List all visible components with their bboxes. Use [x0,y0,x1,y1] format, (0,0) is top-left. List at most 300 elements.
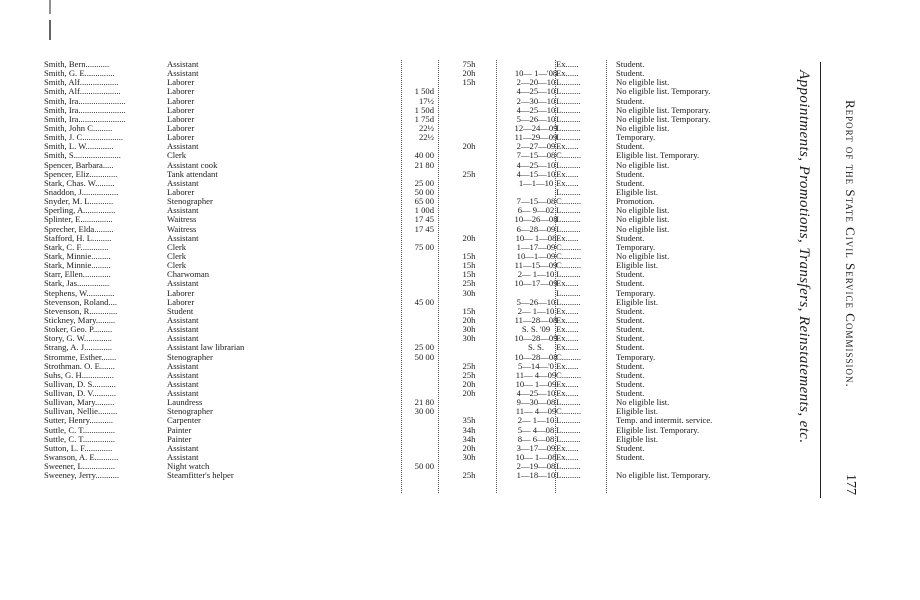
ledger-cell-date: 20h [462,69,476,79]
ledger-cell-term: 4—25—10 [516,160,556,170]
ledger-row [44,142,784,151]
ledger-cell-remarks: Temporary. [616,352,656,362]
ledger-cell-salary: 1 00d [414,206,434,216]
ledger-row [44,426,784,435]
report-title: Report of the State Civil Service Commission. [843,100,858,388]
ledger-cell-salary: 17½ [418,96,434,106]
ledger-cell-remarks: Student. [616,69,645,79]
ledger-cell-kind: C......... [556,242,582,252]
ledger-cell-term: 2—27—09 [516,142,556,152]
ledger-cell-kind: L......... [556,123,581,133]
ledger-cell-term: 10—28—09 [514,334,558,344]
ledger-cell-kind: Ex...... [556,178,579,188]
ledger-cell-position: Assistant [167,142,199,152]
ledger-cell-kind: Ex...... [556,69,579,79]
ledger-row [44,151,784,160]
ledger-cell-salary: 25 00 [414,178,434,188]
ledger-cell-remarks: Student. [616,343,645,353]
ledger-cell-name: Stromme, Esther....... [44,352,117,362]
ledger-cell-kind: C......... [556,151,582,161]
ledger-cell-name: Smith, Alf.................. [44,78,119,88]
ledger-row [44,307,784,316]
ledger-cell-remarks: Student. [616,361,645,371]
ledger-row [44,371,784,380]
ledger-row [44,416,784,425]
ledger-cell-remarks: Student. [616,233,645,243]
ledger-cell-name: Sullivan, Mary......... [44,398,115,408]
ledger-cell-position: Laborer [167,187,195,197]
ledger-cell-term: 12—24—09 [514,123,558,133]
ledger-cell-term: 10—1—09 [516,251,556,261]
ledger-cell-remarks: Eligible list. Temporary. [616,151,700,161]
ledger-cell-term: 11—29—09 [514,133,558,143]
ledger-cell-salary: 50 00 [414,352,434,362]
ledger-row [44,106,784,115]
ledger-cell-position: Laborer [167,87,195,97]
ledger-cell-remarks: Student. [616,389,645,399]
ledger-cell-name: Stoker, Geo. P......... [44,325,113,335]
ledger-row [44,343,784,352]
ledger-cell-name: Smith, J. C................... [44,133,124,143]
ledger-cell-position: Waitress [167,224,197,234]
ledger-cell-name: Suhs, G. H............... [44,370,114,380]
ledger-cell-term: 10— 1—09 [515,379,557,389]
ledger-cell-remarks: Temporary. [616,288,656,298]
ledger-cell-name: Smith, L. W............. [44,142,114,152]
ledger-cell-remarks: No eligible list. Temporary. [616,105,711,115]
ledger-cell-position: Assistant [167,334,199,344]
ledger-row [44,444,784,453]
ledger-cell-kind: C......... [556,352,582,362]
ledger-row [44,462,784,471]
margin-marks [47,0,53,42]
ledger-cell-date: 75h [462,60,476,69]
ledger-cell-term: 4—25—10 [516,389,556,399]
ledger-cell-name: Swanson, A. E........... [44,453,119,463]
ledger-cell-term: 4—25—10 [516,105,556,115]
ledger-cell-remarks: No eligible list. Temporary. [616,114,711,124]
ledger-cell-name: Stickney, Mary......... [44,315,116,325]
ledger-cell-position: Assistant [167,443,199,453]
ledger-row [44,133,784,142]
ledger-cell-remarks: No eligible list. [616,78,670,88]
ledger-cell-kind: L......... [556,416,581,426]
ledger-cell-term: 2— 1—10 [517,416,555,426]
ledger-cell-remarks: Student. [616,334,645,344]
ledger-cell-kind: L......... [556,215,581,225]
ledger-cell-remarks: Student. [616,60,645,69]
ledger-cell-kind: L......... [556,224,581,234]
ledger-cell-term: 10—26—08 [514,215,558,225]
ledger-cell-remarks: Student. [616,279,645,289]
ledger-cell-term: 2—20—10 [516,78,556,88]
ledger-cell-date: 20h [462,379,476,389]
page-number: 177 [843,474,858,495]
ledger-cell-term: 2—19—08 [516,462,556,472]
ledger-cell-kind: Ex...... [556,361,579,371]
ledger-cell-name: Stafford, H. L......... [44,233,112,243]
ledger-row [44,270,784,279]
ledger-cell-remarks: Eligible list. [616,297,659,307]
ledger-row [44,334,784,343]
ledger-cell-remarks: Student. [616,306,645,316]
ledger-cell-position: Assistant cook [167,160,218,170]
ledger-cell-position: Assistant [167,206,199,216]
ledger-cell-remarks: No eligible list. [616,215,670,225]
ledger-cell-kind: Ex...... [556,142,579,152]
ledger-cell-kind: L......... [556,270,581,280]
ledger-cell-position: Stenographer [167,197,213,207]
ledger-cell-remarks: No eligible list. [616,224,670,234]
ledger-cell-kind: L......... [556,133,581,143]
ledger-cell-salary: 50 00 [414,462,434,472]
ledger-row [44,353,784,362]
ledger-cell-kind: C......... [556,407,582,417]
ledger-cell-name: Stark, Minnie......... [44,251,111,261]
ledger-cell-kind: L......... [556,78,581,88]
ledger-cell-date: 34h [462,434,476,444]
ledger-cell-position: Laborer [167,288,195,298]
ledger-row [44,197,784,206]
ledger-cell-remarks: Eligible list. [616,434,659,444]
ledger-cell-term: S. S. [527,343,544,353]
ledger-cell-position: Steamfitter's helper [167,471,234,481]
ledger-cell-position: Assistant [167,60,199,69]
ledger-cell-name: Smith, Alf................... [44,87,121,97]
ledger-cell-position: Clerk [167,261,187,271]
ledger-cell-salary: 75 00 [414,242,434,252]
ledger-cell-salary: 30 00 [414,407,434,417]
ledger-cell-kind: C......... [556,251,582,261]
ledger-cell-date: 25h [462,279,476,289]
ledger-cell-kind: Ex...... [556,379,579,389]
ledger-cell-term: 5—26—10 [516,297,556,307]
ledger-cell-date: 15h [462,251,476,261]
ledger-cell-name: Smith, Ira...................... [44,105,126,115]
ledger-cell-term: 2— 1—10 [517,270,555,280]
ledger-row [44,289,784,298]
ledger-row [44,252,784,261]
ledger-cell-date: 15h [462,270,476,280]
ledger-cell-kind: C......... [556,370,582,380]
ledger-row [44,206,784,215]
ledger-cell-date: 25h [462,169,476,179]
ledger-cell-date: 20h [462,443,476,453]
ledger-cell-date: 30h [462,334,476,344]
ledger-cell-position: Clerk [167,151,187,161]
ledger-cell-name: Snaddon, J................. [44,187,119,197]
ledger-cell-salary: 1 50d [414,87,434,97]
ledger-cell-position: Laborer [167,133,195,143]
ledger-cell-term: 3—17—09 [516,443,556,453]
ledger-cell-name: Sullivan, Nellie......... [44,407,118,417]
ledger-cell-kind: Ex...... [556,389,579,399]
section-title: Appointments, Promotions, Transfers, Reinstatements, etc. [796,70,812,444]
ledger-cell-term: 11—28—08 [514,315,558,325]
ledger-cell-name: Spencer, Barbara..... [44,160,114,170]
ledger-cell-position: Laborer [167,78,195,88]
ledger-cell-remarks: Temp. and intermit. service. [616,416,713,426]
ledger-cell-name: Sweener, L............... [44,462,116,472]
ledger-cell-salary: 45 00 [414,297,434,307]
ledger-cell-kind: Ex...... [556,279,579,289]
ledger-row [44,380,784,389]
ledger-cell-date: 15h [462,78,476,88]
ledger-cell-kind: Ex...... [556,169,579,179]
ledger-cell-term: 8— 6—08 [517,434,555,444]
ledger-cell-term: 7—15—08 [516,197,556,207]
ledger-cell-remarks: Student. [616,178,645,188]
ledger-cell-remarks: Eligible list. [616,407,659,417]
ledger-cell-name: Sutter, Henry........... [44,416,114,426]
ledger-cell-date: 30h [462,325,476,335]
ledger-cell-kind: C......... [556,197,582,207]
ledger-row [44,78,784,87]
ledger-cell-position: Assistant [167,379,199,389]
ledger-cell-name: Strothman. O. E....... [44,361,115,371]
ledger-row [44,87,784,96]
ledger-cell-position: Painter [167,434,192,444]
ledger-cell-salary: 25 00 [414,343,434,353]
ledger-cell-position: Tank attendant [167,169,218,179]
ledger-cell-position: Laborer [167,114,195,124]
header-rule [820,62,821,498]
ledger-row [44,243,784,252]
ledger-cell-remarks: Student. [616,453,645,463]
ledger-cell-date: 25h [462,471,476,481]
ledger-cell-salary: 1 50d [414,105,434,115]
ledger-cell-remarks: Student. [616,96,645,106]
ledger-cell-remarks: Temporary. [616,133,656,143]
ledger-cell-position: Assistant [167,370,199,380]
ledger-cell-kind: L......... [556,434,581,444]
ledger-row [44,188,784,197]
ledger-cell-position: Clerk [167,242,187,252]
ledger-cell-remarks: Temporary. [616,242,656,252]
ledger-cell-term: 5—14—'0 [518,361,554,371]
ledger-cell-salary: 40 00 [414,151,434,161]
ledger-cell-kind: L......... [556,96,581,106]
ledger-cell-position: Assistant [167,178,199,188]
ledger-cell-kind: Ex...... [556,443,579,453]
ledger-cell-term: 7—15—08 [516,151,556,161]
ledger-cell-term: 11—15—09 [514,261,558,271]
ledger-row [44,471,784,480]
ledger-cell-name: Strang, A. J............. [44,343,113,353]
ledger-cell-term: 6—28—09 [516,224,556,234]
ledger-cell-salary: 65 00 [414,197,434,207]
ledger-cell-date: 20h [462,142,476,152]
ledger-cell-kind: L......... [556,160,581,170]
ledger-cell-position: Clerk [167,251,187,261]
ledger-row [44,215,784,224]
ledger-cell-remarks: No eligible list. [616,251,670,261]
ledger-cell-term: 10— 1—08 [515,453,557,463]
ledger-cell-term: 10—28—08 [514,352,558,362]
ledger-cell-kind: L......... [556,87,581,97]
ledger-cell-term: 4—25—10 [516,87,556,97]
ledger-cell-remarks: Eligible list. Temporary. [616,425,700,435]
ledger-cell-term: 6— 9—02 [517,206,555,216]
appointments-ledger [44,60,784,480]
ledger-cell-name: Sullivan, D. S........... [44,379,116,389]
ledger-cell-date: 30h [462,288,476,298]
ledger-row [44,179,784,188]
ledger-cell-term: 1—1—10 [518,178,554,188]
ledger-cell-kind: Ex...... [556,343,579,353]
ledger-cell-remarks: Student. [616,169,645,179]
ledger-cell-date: 20h [462,389,476,399]
ledger-cell-salary: 50 00 [414,187,434,197]
ledger-cell-term: 9—30—08 [516,398,556,408]
ledger-cell-date: 25h [462,370,476,380]
ledger-cell-kind: L......... [556,398,581,408]
ledger-cell-term: 1—17—09 [516,242,556,252]
ledger-cell-position: Assistant [167,233,199,243]
ledger-row [44,225,784,234]
ledger-cell-position: Assistant [167,389,199,399]
ledger-cell-position: Assistant [167,279,199,289]
ledger-cell-date: 20h [462,315,476,325]
ledger-cell-date: 15h [462,261,476,271]
ledger-cell-remarks: Promotion. [616,197,655,207]
ledger-cell-remarks: No eligible list. [616,206,670,216]
ledger-cell-position: Charwoman [167,270,210,280]
ledger-row [44,279,784,288]
ledger-cell-remarks: No eligible list. [616,160,670,170]
ledger-cell-name: Stark, C. F............. [44,242,109,252]
ledger-cell-term: 10— 1—'08 [514,69,558,79]
ledger-cell-term: 10—17—09 [514,279,558,289]
ledger-cell-term: 11— 4—09 [515,370,557,380]
ledger-cell-name: Smith, John C......... [44,123,113,133]
ledger-cell-kind: Ex...... [556,334,579,344]
ledger-cell-position: Assistant [167,325,199,335]
ledger-cell-name: Sweeney, Jerry........... [44,471,120,481]
ledger-cell-kind: Ex...... [556,315,579,325]
ledger-cell-salary: 17 45 [414,224,434,234]
ledger-cell-kind: Ex...... [556,453,579,463]
ledger-cell-salary: 22½ [418,133,434,143]
ledger-cell-term: 5— 4—08 [517,425,555,435]
ledger-cell-remarks: Eligible list. [616,261,659,271]
ledger-cell-kind: C......... [556,261,582,271]
ledger-cell-remarks: Student. [616,325,645,335]
ledger-row [44,69,784,78]
ledger-cell-position: Assistant [167,69,199,79]
ledger-cell-position: Assistant [167,315,199,325]
ledger-cell-position: Carpenter [167,416,201,426]
ledger-cell-name: Stark, Chas. W......... [44,178,115,188]
ledger-cell-kind: L......... [556,297,581,307]
ledger-cell-term: S. S. '09 [521,325,551,335]
ledger-row [44,398,784,407]
ledger-cell-salary: 17 45 [414,215,434,225]
ledger-cell-position: Waitress [167,215,197,225]
ledger-row [44,115,784,124]
ledger-cell-salary: 21 80 [414,160,434,170]
ledger-cell-term: 1—18—10 [516,471,556,481]
ledger-cell-remarks: No eligible list. Temporary. [616,87,711,97]
ledger-cell-name: Smith, Ira...................... [44,96,126,106]
ledger-cell-remarks: Student. [616,370,645,380]
ledger-cell-name: Snyder, M. L........... [44,197,114,207]
ledger-cell-position: Assistant law librarian [167,343,245,353]
ledger-cell-position: Stenographer [167,352,213,362]
ledger-cell-term: 5—26—10 [516,114,556,124]
ledger-cell-name: Spencer, Eliz............. [44,169,118,179]
ledger-cell-name: Suttle, C. T............... [44,425,116,435]
ledger-row [44,234,784,243]
ledger-cell-kind: L......... [556,187,581,197]
ledger-cell-name: Sprecher, Elda......... [44,224,114,234]
ledger-cell-position: Painter [167,425,192,435]
ledger-row [44,60,784,69]
ledger-row [44,298,784,307]
ledger-cell-name: Sutton, L. F............. [44,443,113,453]
ledger-cell-kind: Ex...... [556,60,579,69]
ledger-cell-kind: Ex...... [556,306,579,316]
ledger-cell-position: Night watch [167,462,210,472]
ledger-cell-remarks: Student. [616,315,645,325]
ledger-cell-remarks: Student. [616,142,645,152]
ledger-cell-remarks: Student. [616,270,645,280]
ledger-cell-term: 4—15—10 [516,169,556,179]
ledger-cell-remarks: Eligible list. [616,187,659,197]
ledger-cell-kind: Ex...... [556,325,579,335]
ledger-cell-remarks: No eligible list. [616,123,670,133]
ledger-row [44,389,784,398]
ledger-cell-term: 10— 1—08 [515,233,557,243]
ledger-cell-name: Sullivan, D. V........... [44,389,117,399]
ledger-cell-position: Stenographer [167,407,213,417]
ledger-cell-remarks: No eligible list. [616,398,670,408]
ledger-cell-name: Smith, G. E.............. [44,69,115,79]
ledger-cell-name: Story, G. W............. [44,334,112,344]
ledger-row [44,124,784,133]
ledger-cell-name: Smith, Bern........... [44,60,110,69]
ledger-row [44,316,784,325]
ledger-cell-kind: L......... [556,462,581,472]
ledger-cell-name: Splinter, E............... [44,215,113,225]
ledger-cell-kind: L......... [556,288,581,298]
ledger-row [44,435,784,444]
ledger-cell-name: Stark, Jas............... [44,279,110,289]
ledger-cell-kind: Ex...... [556,233,579,243]
ledger-cell-term: 2— 1—10 [517,306,555,316]
ledger-cell-position: Laborer [167,297,195,307]
ledger-cell-term: 2—30—10 [516,96,556,106]
ledger-cell-name: Smith, Ira...................... [44,114,126,124]
ledger-cell-remarks: Student. [616,443,645,453]
ledger-cell-name: Stevenson, Roland.... [44,297,118,307]
ledger-cell-salary: 1 75d [414,114,434,124]
ledger-cell-kind: L......... [556,425,581,435]
ledger-cell-name: Starr, Ellen............. [44,270,111,280]
ledger-row [44,261,784,270]
ledger-cell-name: Stephens, W............. [44,288,115,298]
ledger-cell-date: 30h [462,453,476,463]
ledger-cell-kind: L......... [556,471,581,481]
ledger-cell-date: 34h [462,425,476,435]
ledger-row [44,362,784,371]
ledger-row [44,161,784,170]
ledger-cell-salary: 21 80 [414,398,434,408]
ledger-cell-remarks: No eligible list. Temporary. [616,471,711,481]
ledger-cell-position: Assistant [167,361,199,371]
ledger-cell-position: Laborer [167,123,195,133]
ledger-cell-position: Laborer [167,105,195,115]
